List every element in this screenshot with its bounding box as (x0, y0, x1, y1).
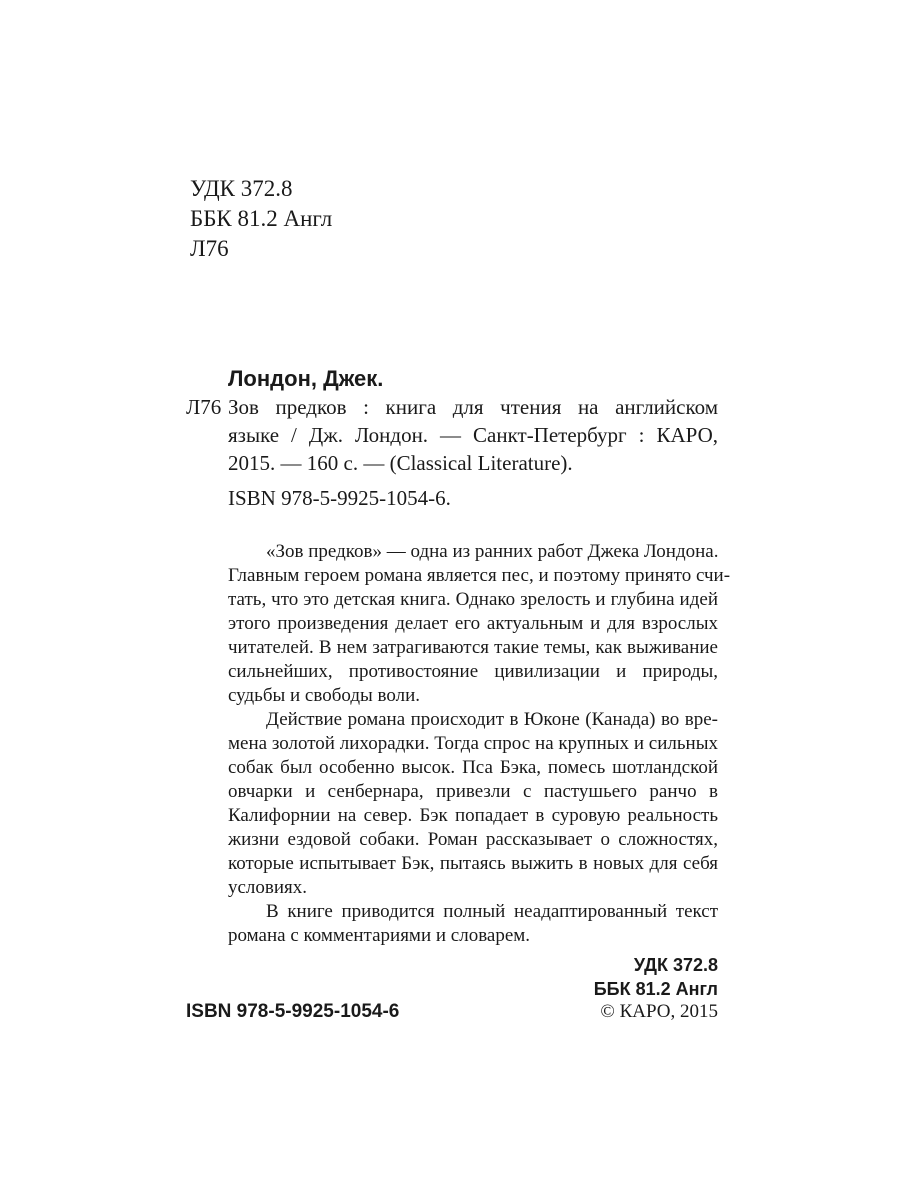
annotation-line: овчарки и сенбернара, привезли с пастушьего ранчо в (228, 781, 718, 802)
annotation-line: Калифорнии на север. Бэк попадает в суровую реальность (228, 805, 718, 826)
annotation-line: которые испытывает Бэк, пытаясь выжить в новых для себя (228, 853, 718, 874)
annotation-line: Действие романа происходит в Юконе (Канада) во вре- (266, 709, 718, 730)
annotation-line: читателей. В нем затрагиваются такие темы, как выживание (228, 637, 718, 658)
bib-description-line: языке / Дж. Лондон. — Санкт-Петербург : КАРО, (228, 423, 718, 447)
header-bbk: ББК 81.2 Англ (190, 206, 333, 231)
annotation-line: Главным героем романа является пес, и поэтому принято счи- (228, 565, 731, 586)
bib-description-line: 2015. — 160 с. — (Classical Literature). (228, 451, 573, 475)
annotation-line: романа с комментариями и словарем. (228, 925, 531, 946)
annotation-line: «Зов предков» — одна из ранних работ Джека Лондона. (266, 541, 719, 562)
annotation-line: условиях. (228, 877, 308, 898)
bib-isbn: ISBN 978-5-9925-1054-6. (228, 486, 451, 510)
annotation-line: судьбы и свободы воли. (228, 685, 420, 706)
author-name: Лондон, Джек. (228, 366, 384, 391)
header-udk: УДК 372.8 (190, 176, 293, 201)
footer-copyright: © КАРО, 2015 (600, 1001, 718, 1022)
annotation-line: В книге приводится полный неадаптированный текст (266, 901, 718, 922)
footer-isbn: ISBN 978-5-9925-1054-6 (186, 1001, 400, 1022)
annotation-line: этого произведения делает его актуальным и для взрослых (228, 613, 718, 634)
bib-author-mark: Л76 (186, 395, 222, 419)
annotation-line: жизни ездовой собаки. Роман рассказывает о сложностях, (228, 829, 718, 850)
annotation-line: мена золотой лихорадки. Тогда спрос на крупных и сильных (228, 733, 718, 754)
classification-bbk: ББК 81.2 Англ (593, 979, 718, 999)
bib-description-line: Зов предков : книга для чтения на английском (228, 395, 718, 419)
header-author-mark: Л76 (190, 236, 229, 261)
annotation-line: сильнейших, противостояние цивилизации и природы, (228, 661, 718, 682)
classification-udk: УДК 372.8 (633, 955, 718, 975)
annotation-line: собак был особенно высок. Пса Бэка, помесь шотландской (228, 757, 718, 778)
annotation-line: тать, что это детская книга. Однако зрелость и глубина идей (228, 589, 718, 610)
